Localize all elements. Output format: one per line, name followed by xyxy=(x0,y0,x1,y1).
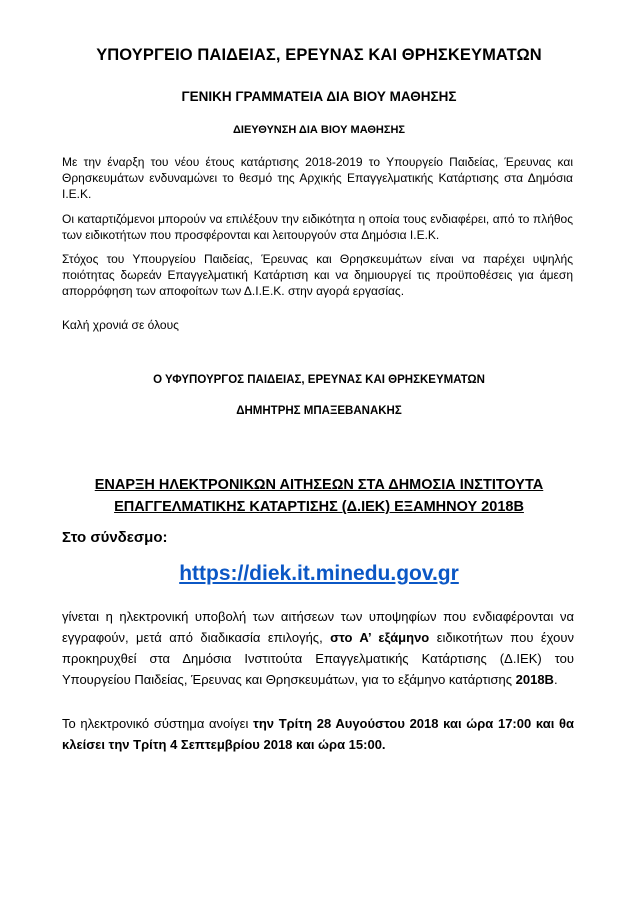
schedule-intro: Το ηλεκτρονικό σύστημα ανοίγει xyxy=(62,716,254,731)
details-period: 2018Β xyxy=(515,672,554,687)
secretariat-heading: ΓΕΝΙΚΗ ΓΡΑΜΜΑΤΕΙΑ ΔΙΑ ΒΙΟΥ ΜΑΘΗΣΗΣ xyxy=(181,89,457,104)
intro-paragraph-3: Στόχος του Υπουργείου Παιδείας, Έρευνας και Θρησκευμάτων είναι να παρέχει υψηλής ποιότητας δωρεάν Επαγγελματική Κατάρτιση και να δημιουργεί τις προϋποθέσεις για άμεση απορρόφηση των αποφοίτων των Δ.Ι.Ε.Κ. στην αγορά εργασίας. xyxy=(62,252,573,298)
details-semester: στο Α’ εξάμηνο xyxy=(330,630,430,645)
signatory-name: ΔΗΜΗΤΡΗΣ ΜΠΑΞΕΒΑΝΑΚΗΣ xyxy=(236,405,402,417)
details-text-1: γίνεται η ηλεκτρονική υποβολή των αιτήσεων των υποψηφίων που ενδιαφέρονται να εγγραφούν, μετά από διαδικασία επιλογής, xyxy=(62,609,574,645)
details-text-2: ειδικοτήτων που έχουν προκηρυχθεί στα Δημόσια Ινστιτούτα Επαγγελματικής Κατάρτισης (Δ.ΙΕΚ) του Υπουργείου Παιδείας, Έρευνας και Θρησκευμάτων, για το εξάμηνο κατάρτισης xyxy=(62,630,574,687)
link-label: Στο σύνδεσμο: xyxy=(62,529,168,546)
schedule-dates: την Τρίτη 28 Αυγούστου 2018 και ώρα 17:00 και θα κλείσει την Τρίτη 4 Σεπτεμβρίου 2018 και ώρα 15:00. xyxy=(62,716,575,752)
details-text-end: . xyxy=(553,672,558,687)
signatory-title: Ο ΥΦΥΠΟΥΡΓΟΣ ΠΑΙΔΕΙΑΣ, ΕΡΕΥΝΑΣ ΚΑΙ ΘΡΗΣΚΕΥΜΑΤΩΝ xyxy=(153,374,485,386)
application-link[interactable]: https://diek.it.minedu.gov.gr xyxy=(179,562,459,585)
intro-paragraph-2: Οι καταρτιζόμενοι μπορούν να επιλέξουν την ειδικότητα η οποία τους ενδιαφέρει, από το πλήθος των ειδικοτήτων που προσφέρονται και λειτουργούν στα Δημόσια Ι.Ε.Κ. xyxy=(62,212,573,242)
greeting: Καλή χρονιά σε όλους xyxy=(62,318,179,332)
announcement-line-1: ΕΝΑΡΞΗ ΗΛΕΚΤΡΟΝΙΚΩΝ ΑΙΤΗΣΕΩΝ ΣΤΑ ΔΗΜΟΣΙΑ ΙΝΣΤΙΤΟΥΤΑ xyxy=(94,477,544,493)
ministry-heading: ΥΠΟΥΡΓΕΙΟ ΠΑΙΔΕΙΑΣ, ΕΡΕΥΝΑΣ ΚΑΙ ΘΡΗΣΚΕΥΜΑΤΩΝ xyxy=(96,46,542,64)
directorate-heading: ΔΙΕΥΘΥΝΣΗ ΔΙΑ ΒΙΟΥ ΜΑΘΗΣΗΣ xyxy=(232,124,405,136)
application-details-paragraph xyxy=(62,606,574,690)
intro-paragraph-1: Με την έναρξη του νέου έτους κατάρτισης 2018-2019 το Υπουργείο Παιδείας, Έρευνας και Θρησκευμάτων ενδυναμώνει το θεσμό της Αρχικής Επαγγελματικής Κατάρτισης στα Δημόσια Ι.Ε.Κ. xyxy=(62,155,573,201)
announcement-line-2: ΕΠΑΓΓΕΛΜΑΤΙΚΗΣ ΚΑΤΑΡΤΙΣΗΣ (Δ.ΙΕΚ) ΕΞΑΜΗΝΟΥ 2018Β xyxy=(114,499,524,515)
schedule-paragraph xyxy=(62,713,574,755)
announcement-heading xyxy=(0,474,638,518)
